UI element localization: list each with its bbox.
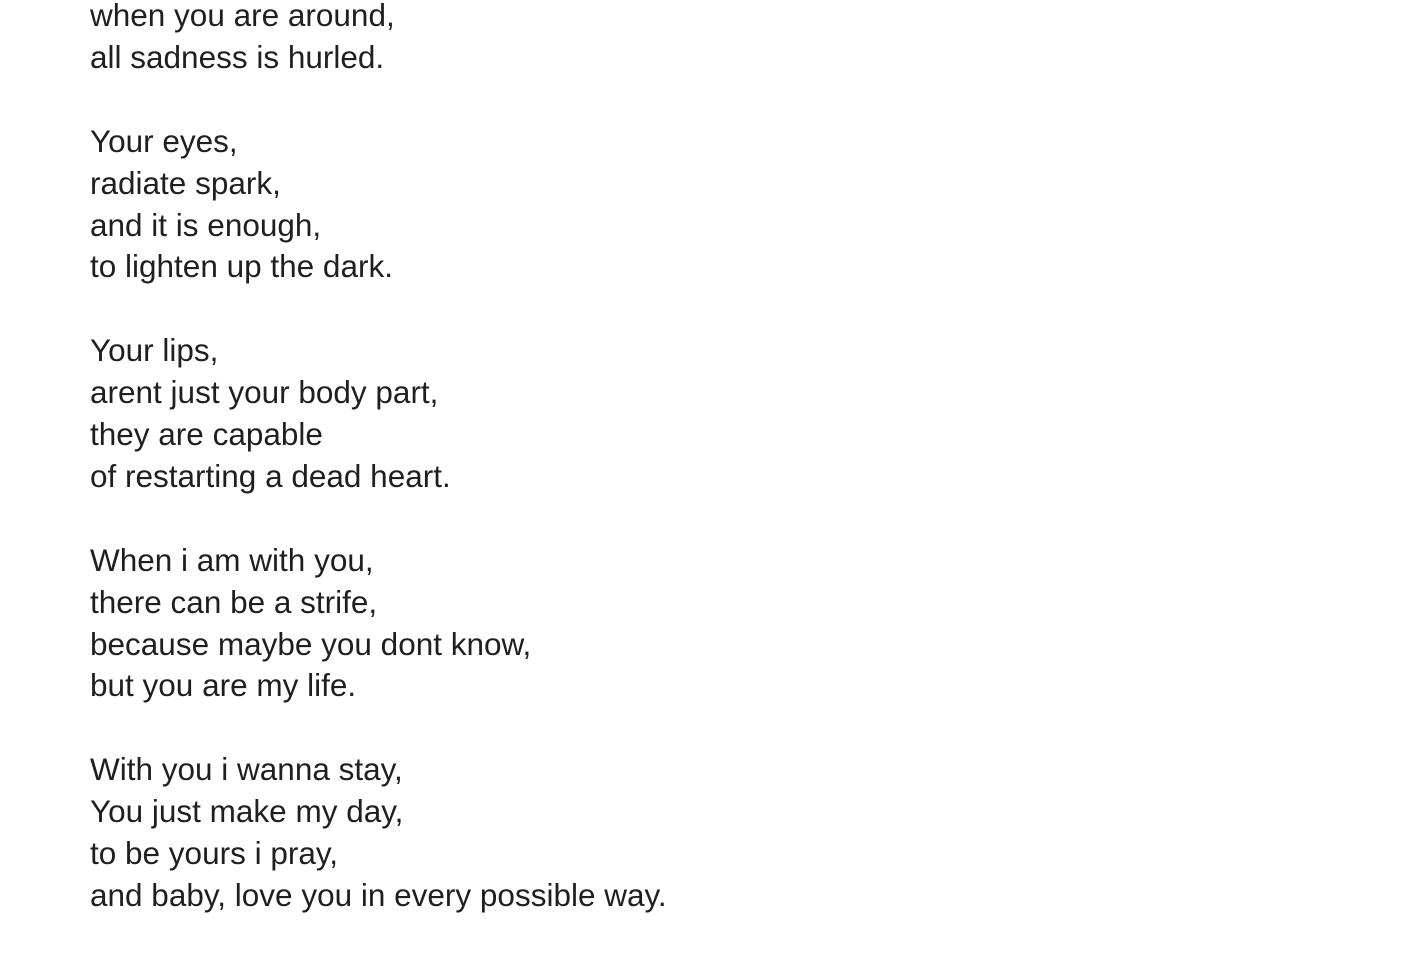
poem-line: and baby, love you in every possible way. — [90, 876, 667, 913]
poem-line: You just make my day, — [90, 793, 404, 830]
poem-line: radiate spark, — [90, 164, 281, 201]
poem-text — [90, 0, 667, 959]
poem-line: Your lips, — [90, 332, 219, 369]
poem-line: When i am with you, — [90, 541, 374, 578]
poem-line: of restarting a dead heart. — [90, 457, 451, 494]
stanza-3 — [90, 330, 667, 498]
poem-line: but you are my life. — [90, 667, 357, 704]
poem-line: all sadness is hurled. — [90, 38, 385, 75]
poem-line: and it is enough, — [90, 206, 322, 243]
poem-line: to be yours i pray, — [90, 835, 339, 872]
poem-line: to lighten up the dark. — [90, 248, 393, 285]
poem-line: With you i wanna stay, — [90, 751, 403, 788]
stanza-2 — [90, 121, 667, 289]
stanza-1 — [90, 0, 667, 79]
poem-line: when you are around, — [90, 0, 395, 33]
poem-line: Your eyes, — [90, 122, 238, 159]
poem-line: because maybe you dont know, — [90, 625, 532, 662]
stanza-4 — [90, 540, 667, 708]
stanza-5 — [90, 749, 667, 917]
poem-line: they are capable — [90, 416, 323, 453]
poem-line: there can be a strife, — [90, 583, 378, 620]
poem-line: arent just your body part, — [90, 374, 439, 411]
